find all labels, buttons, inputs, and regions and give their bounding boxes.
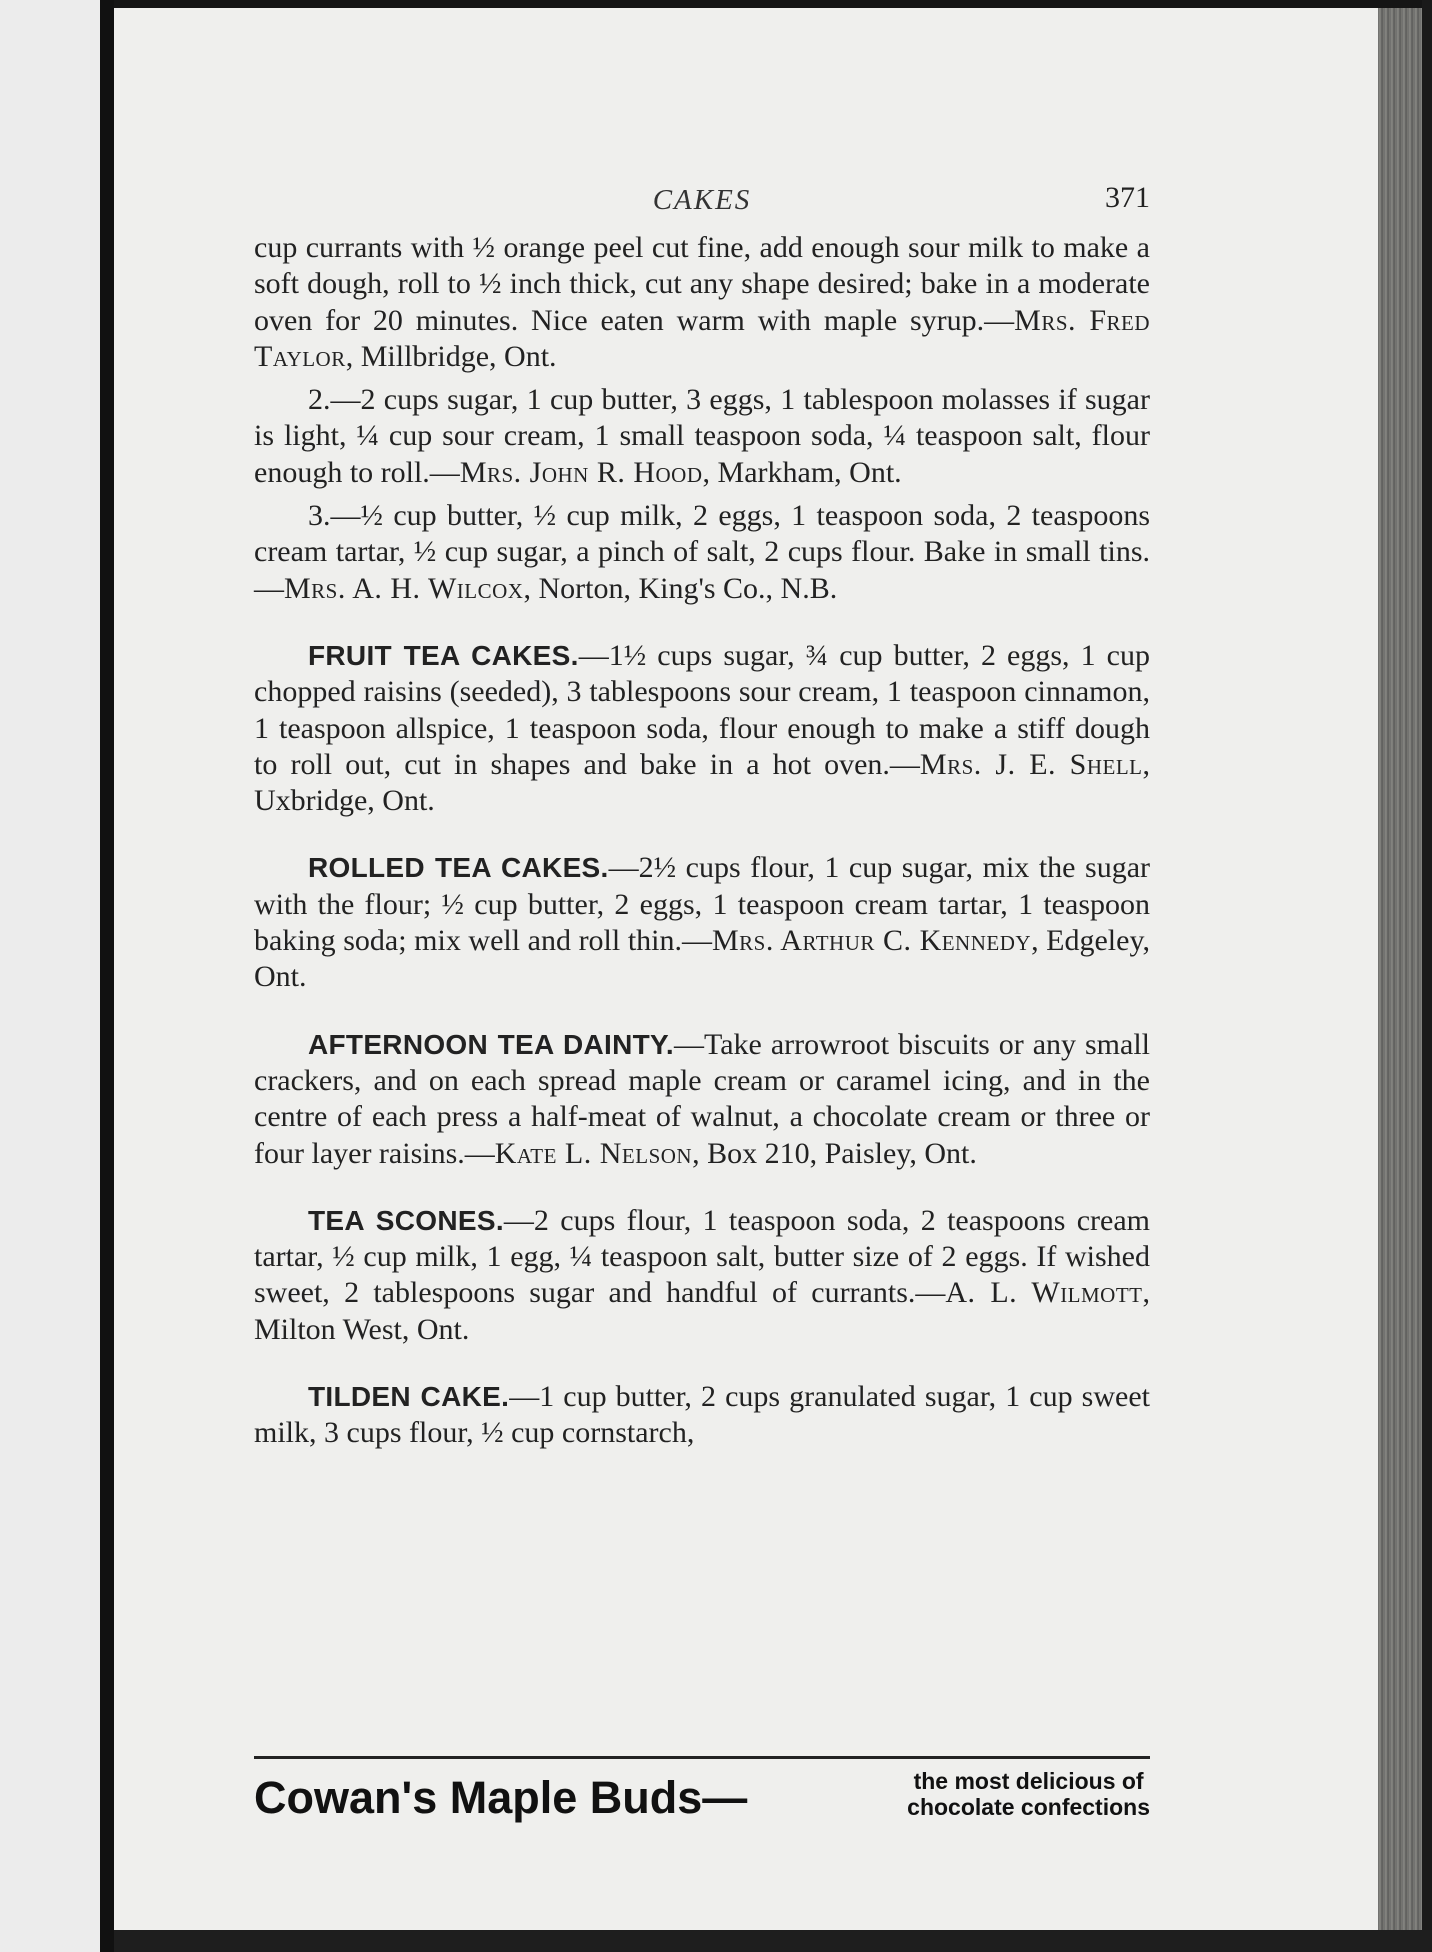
recipe-rolled-tea-cakes <box>254 850 1150 995</box>
recipe-text: —2½ cups flour, 1 cup sugar, mix the sugar with the flour; ½ cup butter, 2 eggs, 1 teaspoon cream tartar, 1 teaspoon baking soda; mix well and roll thin.— <box>254 851 1150 958</box>
continuation-paragraph <box>254 230 1150 375</box>
recipe-text: —Take arrowroot biscuits or any small crackers, and on each spread maple cream or caramel icing, and in the centre of each press a half-meat of walnut, a chocolate cream or three or four layer raisins.— <box>254 1027 1150 1170</box>
page-stack-edge <box>1378 8 1422 1930</box>
continuation-place: , Millbridge, Ont. <box>345 339 557 373</box>
variant-3-place: , Norton, King's Co., N.B. <box>523 571 838 605</box>
page-number: 371 <box>1105 181 1150 214</box>
recipe-fruit-tea-cakes <box>254 638 1150 819</box>
recipe-place: , Box 210, Paisley, Ont. <box>692 1136 977 1170</box>
continuation-text: cup currants with ½ orange peel cut fine, add enough sour milk to make a soft dough, roll to ½ inch thick, cut any shape desired; bake in a moderate oven for 20 minutes. Nice eaten warm with maple syrup.— <box>254 231 1150 337</box>
page-text <box>254 178 1150 1452</box>
recipe-title: FRUIT TEA CAKES. <box>308 639 579 671</box>
recipe-title: TEA SCONES. <box>308 1204 504 1236</box>
bottom-shadow <box>114 1930 1432 1952</box>
recipe-afternoon-tea-dainty <box>254 1027 1150 1172</box>
recipe-text: —1 cup butter, 2 cups granulated sugar, 1 cup sweet milk, 3 cups flour, ½ cup cornstarch, <box>254 1380 1150 1450</box>
recipe-tea-scones <box>254 1203 1150 1348</box>
variant-2-credit: Mrs. John R. Hood <box>459 455 703 489</box>
recipe-place: , Milton West, Ont. <box>254 1276 1151 1346</box>
recipe-text: —1½ cups sugar, ¾ cup butter, 2 eggs, 1 cup chopped raisins (seeded), 3 tablespoons sour cream, 1 teaspoon cinnamon, 1 teaspoon allspice, 1 teaspoon soda, flour enough to make a stiff dough to roll out, cut in shapes and bake in a hot oven.— <box>254 638 1150 781</box>
recipe-tilden-cake <box>254 1379 1150 1452</box>
recipe-credit: Kate L. Nelson <box>494 1136 693 1170</box>
variant-3-paragraph <box>254 498 1150 607</box>
advertisement-brand: Cowan's Maple Buds— <box>254 1772 748 1823</box>
advertisement-tagline-line-1: the most delicious of <box>913 1768 1144 1794</box>
recipe-title: ROLLED TEA CAKES. <box>308 852 609 884</box>
advertisement-rule <box>254 1756 1150 1759</box>
recipe-credit: Mrs. Arthur C. Kennedy <box>712 924 1032 958</box>
advertisement-tagline <box>907 1768 1150 1820</box>
cover-edge <box>1422 0 1432 1952</box>
variant-3-credit: Mrs. A. H. Wilcox <box>284 571 524 605</box>
continuation-credit: Mrs. Fred Taylor <box>254 303 1151 373</box>
facing-page-edge <box>0 0 100 1952</box>
advertisement-tagline-line-2: chocolate confections <box>907 1794 1150 1820</box>
variant-3-text: 3.—½ cup butter, ½ cup milk, 2 eggs, 1 teaspoon soda, 2 teaspoons cream tartar, ½ cup sugar, a pinch of salt, 2 cups flour. Bake in small tins.— <box>254 499 1150 605</box>
variant-2-paragraph <box>254 382 1150 491</box>
recipe-title: TILDEN CAKE. <box>308 1381 510 1413</box>
variant-2-text: 2.—2 cups sugar, 1 cup butter, 3 eggs, 1 tablespoon molasses if sugar is light, ¼ cup sour cream, 1 small teaspoon soda, ¼ teaspoon salt, flour enough to roll.— <box>254 383 1150 489</box>
book-gutter <box>100 0 114 1952</box>
variant-2-place: , Markham, Ont. <box>702 455 902 489</box>
recipe-place: , Edgeley, Ont. <box>254 924 1150 994</box>
running-head <box>254 178 1150 230</box>
recipe-text: —2 cups flour, 1 teaspoon soda, 2 teaspoons cream tartar, ½ cup milk, 1 egg, ¼ teaspoon salt, butter size of 2 eggs. If wished sweet, 2 tablespoons sugar and handful of currants.— <box>254 1203 1150 1310</box>
recipe-credit: Mrs. J. E. Shell <box>919 747 1143 781</box>
advertisement-banner <box>254 1766 1150 1836</box>
running-title: CAKES <box>652 184 752 216</box>
recipe-title: AFTERNOON TEA DAINTY. <box>308 1028 674 1060</box>
recipe-place: , Uxbridge, Ont. <box>254 747 1150 818</box>
recipe-credit: A. L. Wilmott <box>945 1276 1143 1310</box>
